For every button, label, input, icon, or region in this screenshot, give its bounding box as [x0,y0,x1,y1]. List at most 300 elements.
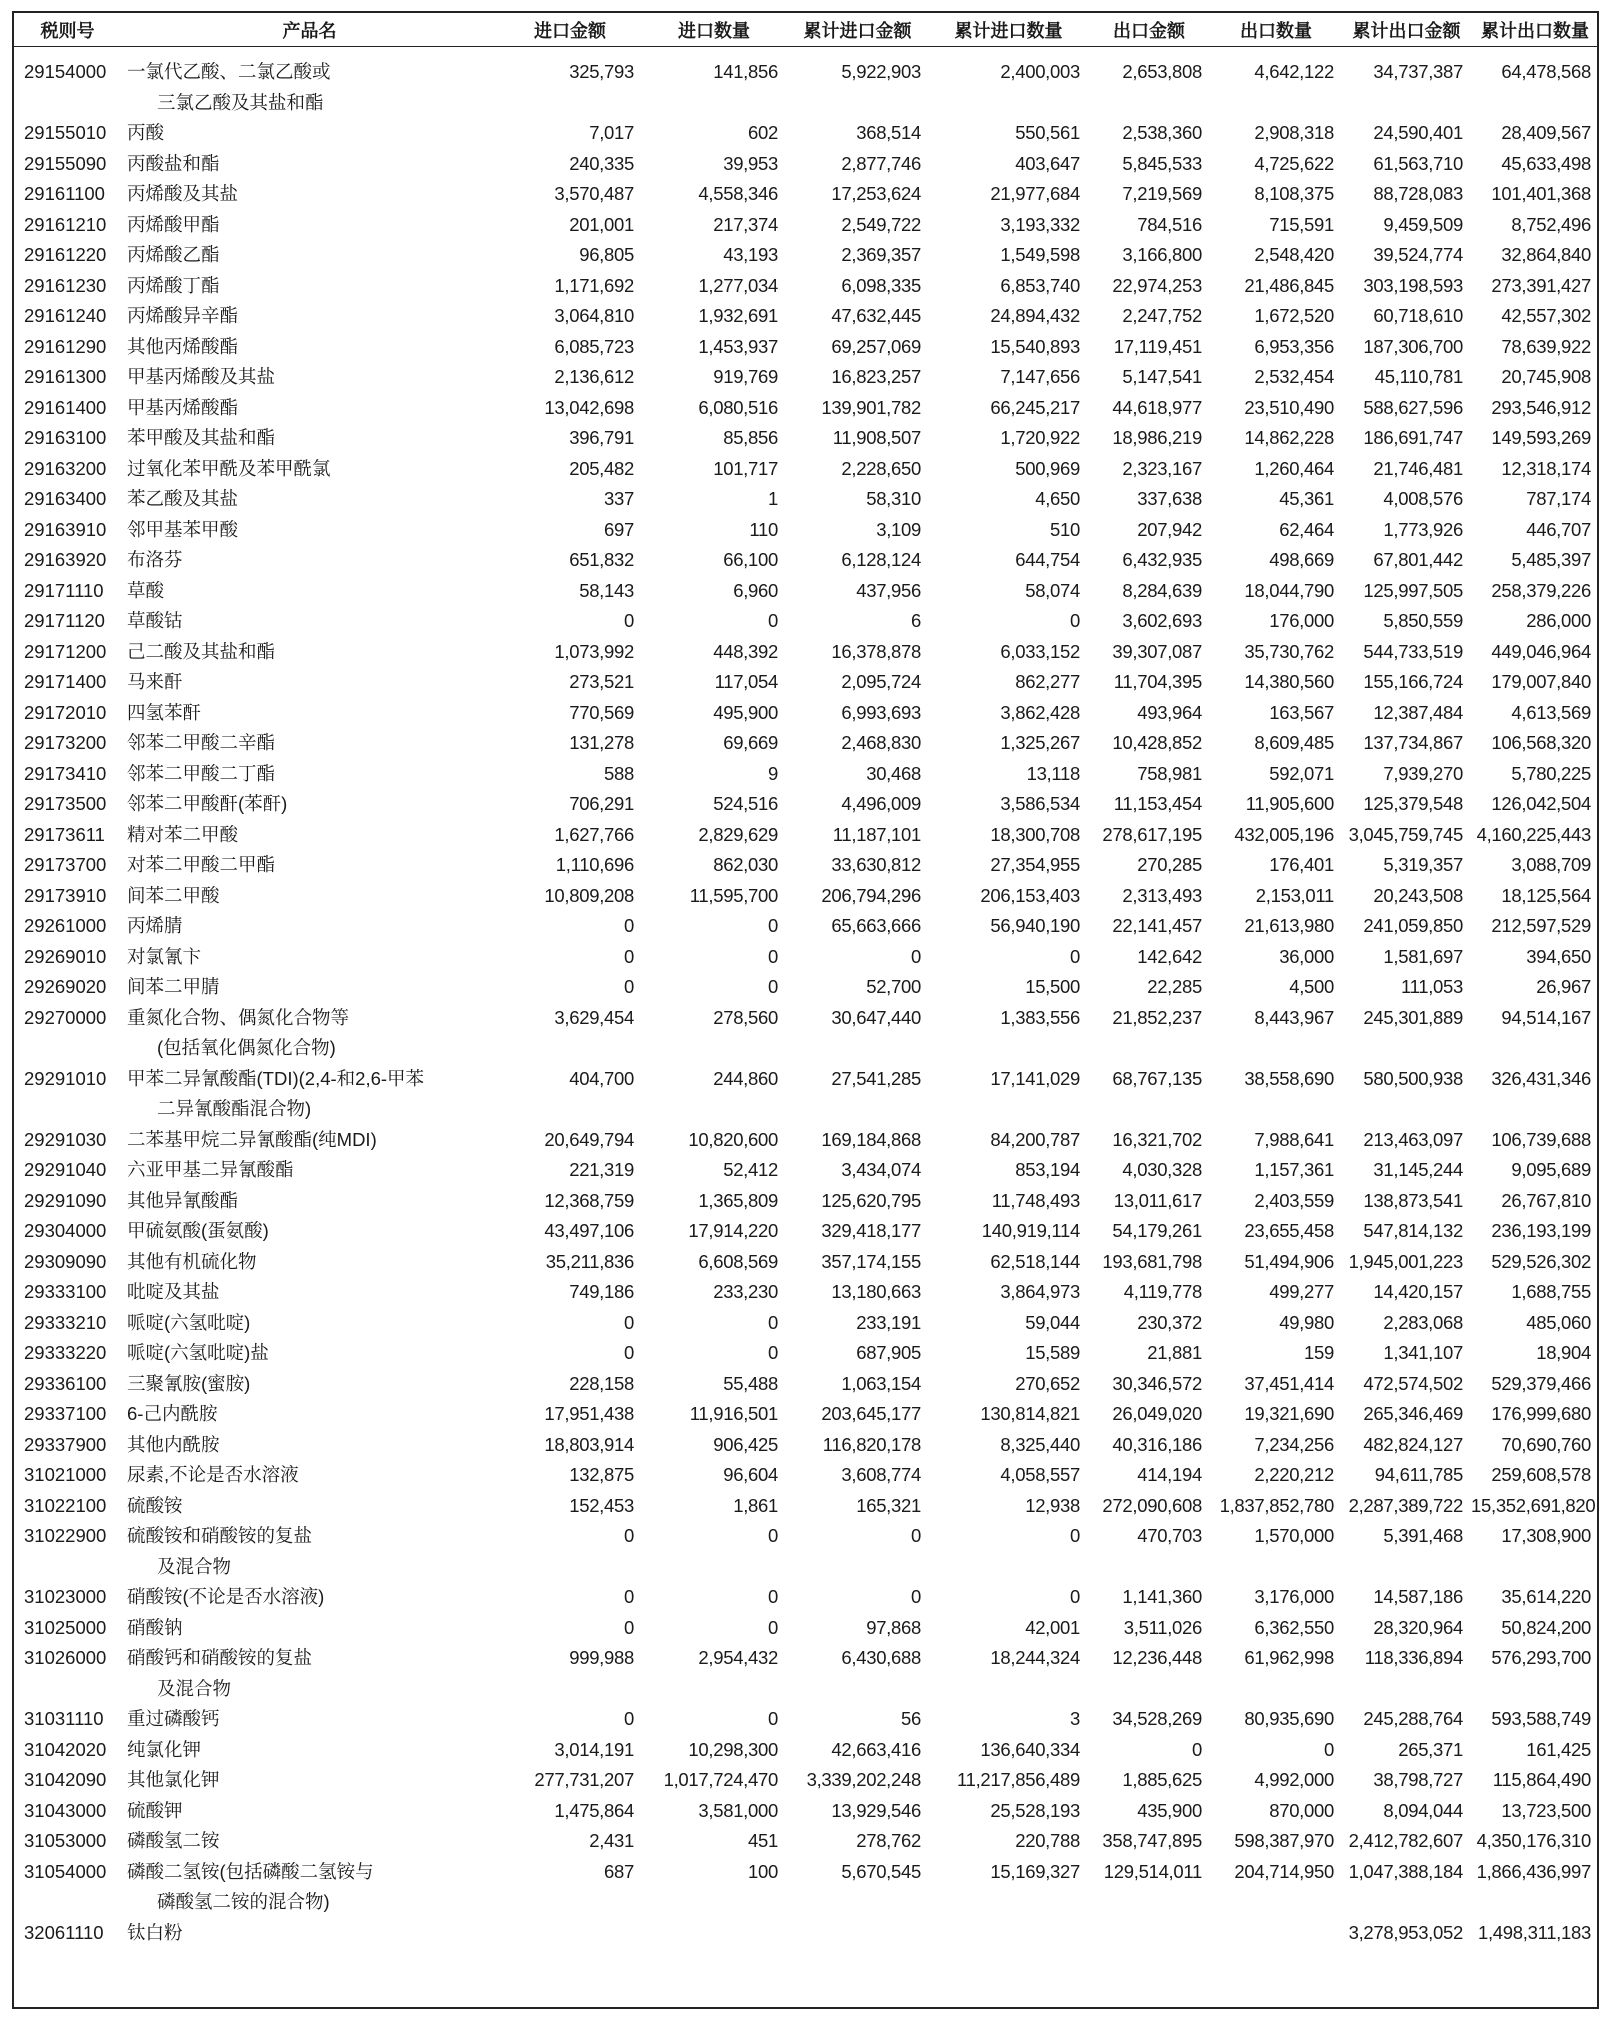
import-quantity-cell: 39,953 [723,152,778,174]
tariff-code-cell: 29291010 [24,1067,107,1089]
export-value-cell: 784,516 [1137,213,1202,235]
export-value-cell: 44,618,977 [1112,396,1202,418]
product-name-cell [121,972,498,1003]
header-cumulative-import-value: 累计进口金额 [786,13,929,47]
product-name: 哌啶(六氢吡啶)盐 [127,1342,269,1363]
cumulative-export-value-cell: 245,288,764 [1363,1708,1463,1729]
export-quantity-cell: 61,962,998 [1244,1647,1334,1668]
import-value-cell: 0 [624,610,634,631]
cumulative-export-quantity-cell: 1,498,311,183 [1477,1921,1591,1943]
export-value-cell [1088,1918,1210,1949]
cumulative-import-value-cell: 3,608,774 [841,1464,921,1485]
tariff-code-cell: 29163920 [24,549,107,570]
product-name-cell [121,1857,498,1918]
export-value-cell: 4,119,778 [1123,1281,1202,1302]
import-value-cell: 0 [624,976,634,997]
export-quantity-cell: 7,234,256 [1254,1433,1334,1455]
tariff-code-cell: 29291090 [24,1189,107,1211]
import-quantity-cell: 233,230 [713,1281,778,1302]
table-row [14,911,1599,942]
import-quantity-cell: 862,030 [713,854,778,875]
import-value-cell: 221,319 [569,1159,634,1180]
product-name-cell [121,576,498,607]
product-name-cell [121,1277,498,1308]
export-quantity-cell: 51,494,906 [1244,1250,1334,1272]
export-value-cell: 337,638 [1137,488,1202,509]
import-value-cell: 0 [624,1525,634,1546]
import-quantity-cell: 10,820,600 [688,1128,778,1150]
import-value-cell: 0 [624,1311,634,1333]
tariff-code-cell: 29161100 [24,183,105,204]
header-cumulative-export-quantity: 累计出口数量 [1471,13,1599,47]
import-quantity-cell: 52,412 [723,1159,778,1180]
tariff-code-cell: 31053000 [24,1830,107,1851]
cumulative-import-value-cell: 125,620,795 [821,1189,921,1211]
table-row [14,1613,1599,1644]
table-row [14,1338,1599,1369]
product-name: 三聚氰胺(蜜胺) [127,1372,251,1394]
table-row [14,240,1599,271]
import-quantity-cell: 141,856 [713,61,778,82]
cumulative-export-value-cell: 138,873,541 [1363,1189,1463,1211]
cumulative-import-quantity-cell: 130,814,821 [980,1403,1080,1424]
cumulative-export-value-cell: 213,463,097 [1363,1128,1463,1150]
import-value-cell: 1,627,766 [554,823,634,845]
export-quantity-cell: 80,935,690 [1244,1708,1334,1729]
product-name: 间苯二甲腈 [127,976,220,997]
export-value-cell: 34,528,269 [1112,1708,1202,1729]
export-value-cell: 10,428,852 [1112,732,1202,753]
cumulative-export-value-cell: 1,945,001,223 [1348,1250,1463,1272]
import-quantity-cell: 6,080,516 [698,396,778,418]
table-row [14,332,1599,363]
cumulative-export-quantity-cell: 593,588,749 [1491,1708,1591,1729]
tariff-code-cell: 31054000 [24,1860,107,1882]
product-name: 磷酸氢二铵 [127,1830,220,1851]
table-row [14,942,1599,973]
import-quantity-cell: 0 [768,610,778,631]
import-value-cell: 273,521 [569,671,634,692]
cumulative-import-value-cell: 30,647,440 [831,1006,921,1028]
export-quantity-cell: 870,000 [1269,1799,1334,1821]
product-name-cell [121,1643,498,1704]
product-name: 丙烯酸异辛酯 [127,305,239,326]
cumulative-export-quantity-cell: 26,967 [1536,976,1591,997]
export-quantity-cell: 6,953,356 [1254,335,1334,357]
export-quantity-cell: 23,655,458 [1244,1220,1334,1241]
export-value-cell: 12,236,448 [1112,1647,1202,1668]
table-row [14,1125,1599,1156]
table-row [14,1521,1599,1582]
import-quantity-cell: 10,298,300 [688,1738,778,1760]
table-row [14,1491,1599,1522]
export-quantity-cell: 14,862,228 [1244,427,1334,448]
export-quantity-cell: 1,570,000 [1254,1525,1334,1546]
cumulative-import-value-cell: 206,794,296 [821,884,921,906]
cumulative-import-quantity-cell: 510 [1050,518,1080,540]
cumulative-import-quantity-cell: 18,300,708 [990,823,1080,845]
import-value-cell: 0 [624,915,634,936]
table-row [14,1155,1599,1186]
product-name-cell [121,1918,498,1949]
cumulative-export-value-cell: 12,387,484 [1373,701,1463,723]
cumulative-export-quantity-cell: 106,739,688 [1491,1128,1591,1150]
product-name-cell [121,1582,498,1613]
import-value-cell: 1,475,864 [554,1799,634,1821]
import-quantity-cell: 0 [768,1525,778,1546]
export-quantity-cell: 4,992,000 [1254,1769,1334,1790]
export-value-cell: 30,346,572 [1112,1372,1202,1394]
cumulative-export-value-cell: 1,773,926 [1383,518,1463,540]
table-row [14,820,1599,851]
import-value-cell: 749,186 [569,1281,634,1302]
import-value-cell: 132,875 [569,1464,634,1485]
cumulative-import-value-cell: 2,228,650 [841,457,921,479]
export-value-cell: 17,119,451 [1113,335,1202,357]
product-name-cell [121,1338,498,1369]
cumulative-import-quantity-cell: 3,864,973 [1000,1281,1080,1302]
tariff-code-cell: 29173500 [24,793,107,814]
export-quantity-cell: 62,464 [1279,518,1334,540]
export-value-cell: 207,942 [1137,518,1202,540]
product-name-cell [121,942,498,973]
product-name: 纯氯化钾 [127,1738,202,1760]
product-name-cell [121,1704,498,1735]
cumulative-export-quantity-cell: 529,526,302 [1491,1250,1591,1272]
import-value-cell: 0 [624,1616,634,1638]
product-name: 过氧化苯甲酰及苯甲酰氯 [127,457,331,479]
product-name-cell [121,728,498,759]
cumulative-import-value-cell: 116,820,178 [822,1433,921,1455]
export-quantity-cell: 21,486,845 [1244,274,1334,296]
import-quantity-cell: 117,054 [714,671,778,692]
tariff-code-cell: 29161300 [24,366,107,387]
import-value-cell: 396,791 [569,427,634,448]
export-value-cell: 0 [1192,1738,1202,1760]
export-value-cell: 54,179,261 [1112,1220,1202,1241]
product-name-cell [121,789,498,820]
product-name-cell [121,1399,498,1430]
cumulative-export-quantity-cell: 212,597,529 [1491,915,1591,936]
import-quantity-cell: 96,604 [723,1464,778,1485]
tariff-code-cell: 31042090 [24,1769,107,1790]
tariff-code-cell: 31031110 [24,1708,104,1729]
product-name: 甲基丙烯酸及其盐 [127,366,276,387]
import-quantity-cell: 602 [748,122,778,143]
export-value-cell: 21,881 [1147,1342,1202,1363]
export-quantity-cell: 163,567 [1269,701,1334,723]
product-name: 丙烯腈 [127,915,183,936]
import-quantity-cell: 906,425 [713,1433,778,1455]
table-row [14,118,1599,149]
cumulative-import-quantity-cell: 6,853,740 [1000,274,1080,296]
import-quantity-cell: 217,374 [713,213,778,235]
product-name: 丙酸 [127,122,165,143]
import-value-cell: 770,569 [569,701,634,723]
cumulative-export-quantity-cell: 5,485,397 [1511,549,1591,570]
table-row [14,1308,1599,1339]
cumulative-export-value-cell: 2,287,389,722 [1348,1494,1463,1516]
cumulative-export-quantity-cell: 4,350,176,310 [1476,1830,1591,1851]
export-value-cell: 5,147,541 [1122,366,1202,387]
product-name-cell [121,210,498,241]
import-value-cell: 277,731,207 [534,1769,634,1790]
import-quantity-cell: 4,558,346 [698,183,778,204]
cumulative-export-value-cell: 38,798,727 [1373,1769,1463,1790]
cumulative-export-quantity-cell: 94,514,167 [1501,1006,1591,1028]
import-quantity-cell: 101,717 [713,457,778,479]
cumulative-import-quantity-cell: 6,033,152 [1000,640,1080,662]
table-row [14,1064,1599,1125]
cumulative-import-quantity-cell: 21,977,684 [990,183,1080,204]
cumulative-export-value-cell: 125,997,505 [1363,579,1463,601]
product-name: 苯甲酸及其盐和酯 [127,427,276,448]
cumulative-export-value-cell: 155,166,724 [1363,671,1463,692]
product-name-continuation: (包括氧化偶氮化合物) [157,1037,336,1058]
product-name: 6-己内酰胺 [127,1403,218,1424]
cumulative-export-quantity-cell: 9,095,689 [1511,1159,1591,1180]
cumulative-import-quantity-cell: 1,720,922 [1000,427,1080,448]
cumulative-import-quantity-cell: 59,044 [1025,1311,1080,1333]
table-row [14,301,1599,332]
product-name: 丙酸盐和酯 [127,152,220,174]
table-row [14,47,1599,119]
cumulative-import-quantity-cell: 862,277 [1015,671,1080,692]
cumulative-export-quantity-cell: 70,690,760 [1501,1433,1591,1455]
import-value-cell: 12,368,759 [544,1189,634,1211]
cumulative-import-quantity-cell: 15,169,327 [990,1860,1080,1882]
export-value-cell: 1,141,360 [1122,1586,1202,1607]
product-name-cell [121,1460,498,1491]
cumulative-import-value-cell: 16,823,257 [831,366,921,387]
import-quantity-cell: 0 [768,1342,778,1363]
product-name-cell [121,240,498,271]
import-value-cell: 58,143 [579,579,634,601]
import-quantity-cell: 0 [768,976,778,997]
tariff-code-cell: 29171200 [24,640,107,662]
cumulative-export-value-cell: 94,611,785 [1374,1464,1463,1485]
cumulative-import-quantity-cell: 25,528,193 [990,1799,1080,1821]
export-value-cell: 7,219,569 [1122,183,1202,204]
import-value-cell: 0 [624,1708,634,1729]
import-quantity-cell [642,1918,786,1949]
export-value-cell: 493,964 [1137,701,1202,723]
cumulative-export-value-cell: 4,008,576 [1383,488,1463,509]
cumulative-export-quantity-cell: 529,379,466 [1491,1372,1591,1394]
cumulative-import-value-cell: 52,700 [866,976,921,997]
import-quantity-cell: 85,856 [723,427,778,448]
export-value-cell: 2,323,167 [1122,457,1202,479]
import-quantity-cell: 110 [749,518,778,540]
product-name-cell [121,454,498,485]
cumulative-import-value-cell: 4,496,009 [841,793,921,814]
tariff-code-cell: 29173611 [24,823,105,845]
cumulative-export-quantity-cell: 576,293,700 [1491,1647,1591,1668]
table-row [14,271,1599,302]
cumulative-import-value-cell: 139,901,782 [821,396,921,418]
cumulative-export-value-cell: 8,094,044 [1383,1799,1463,1821]
import-quantity-cell: 2,829,629 [698,823,778,845]
cumulative-import-quantity-cell: 4,058,557 [1000,1464,1080,1485]
cumulative-import-value-cell: 5,670,545 [841,1860,921,1882]
cumulative-import-quantity-cell: 3,586,534 [1000,793,1080,814]
export-quantity-cell: 8,609,485 [1254,732,1334,753]
cumulative-import-value-cell: 0 [911,1586,921,1607]
product-name: 对苯二甲酸二甲酯 [127,854,276,875]
cumulative-export-value-cell: 39,524,774 [1373,244,1463,265]
cumulative-import-value-cell: 2,369,357 [841,244,921,265]
cumulative-export-value-cell: 45,110,781 [1374,366,1463,387]
cumulative-export-value-cell: 61,563,710 [1373,152,1463,174]
product-name: 邻苯二甲酸二辛酯 [127,732,276,753]
cumulative-export-quantity-cell: 446,707 [1526,518,1591,540]
import-quantity-cell: 278,560 [713,1006,778,1028]
product-name: 其他内酰胺 [127,1433,220,1455]
import-value-cell: 201,001 [569,213,634,235]
tariff-code-cell: 31025000 [24,1616,107,1638]
cumulative-import-value-cell: 17,253,624 [831,183,921,204]
cumulative-export-value-cell: 7,939,270 [1383,762,1463,784]
cumulative-export-quantity-cell: 258,379,226 [1491,579,1591,601]
export-quantity-cell: 45,361 [1279,488,1334,509]
cumulative-import-quantity-cell: 2,400,003 [1000,61,1080,82]
table-row [14,881,1599,912]
product-name: 草酸 [127,579,165,601]
cumulative-export-quantity-cell: 449,046,964 [1491,640,1591,662]
import-value-cell: 697 [604,518,634,540]
table-row [14,698,1599,729]
cumulative-export-value-cell: 2,412,782,607 [1348,1830,1463,1851]
product-name: 磷酸二氢铵(包括磷酸二氢铵与 [127,1860,374,1882]
import-value-cell: 3,064,810 [554,305,634,326]
export-value-cell: 21,852,237 [1112,1006,1202,1028]
cumulative-import-value-cell: 16,378,878 [831,640,921,662]
export-value-cell: 40,316,186 [1112,1433,1202,1455]
table-row [14,1369,1599,1400]
cumulative-export-value-cell: 482,824,127 [1363,1433,1463,1455]
cumulative-import-value-cell: 3,339,202,248 [806,1769,921,1790]
cumulative-export-value-cell: 303,198,593 [1363,274,1463,296]
cumulative-export-value-cell: 88,728,083 [1373,183,1463,204]
tariff-code-cell: 29154000 [24,61,107,82]
product-name: 对氯氰卞 [127,945,202,967]
import-value-cell: 2,431 [589,1830,634,1851]
import-value-cell: 2,136,612 [554,366,634,387]
cumulative-export-quantity-cell: 236,193,199 [1491,1220,1591,1241]
cumulative-export-quantity-cell: 12,318,174 [1501,457,1591,479]
product-name-continuation: 磷酸氢二铵的混合物) [157,1891,330,1912]
export-value-cell: 4,030,328 [1122,1159,1202,1180]
import-value-cell: 0 [624,1586,634,1607]
export-quantity-cell: 432,005,196 [1234,823,1334,845]
product-name: 丙烯酸丁酯 [127,274,220,296]
cumulative-import-quantity-cell: 550,561 [1015,122,1080,143]
product-name-cell [121,820,498,851]
table-row [14,850,1599,881]
product-name: 硝酸钙和硝酸铵的复盐 [127,1647,313,1668]
cumulative-import-quantity-cell: 206,153,403 [980,884,1080,906]
cumulative-import-value-cell: 47,632,445 [831,305,921,326]
cumulative-export-value-cell: 60,718,610 [1373,305,1463,326]
product-name-cell [121,1796,498,1827]
import-value-cell: 1,171,692 [554,274,634,296]
table-row [14,423,1599,454]
product-name: 重氮化合物、偶氮化合物等 [127,1006,350,1028]
tariff-code-cell: 29173700 [24,854,107,875]
tariff-code-cell: 29333220 [24,1342,107,1363]
cumulative-import-quantity-cell: 24,894,432 [990,305,1080,326]
product-name-cell [121,1826,498,1857]
tariff-code-cell: 29161210 [24,213,107,235]
export-value-cell: 18,986,219 [1112,427,1202,448]
product-name-cell [121,850,498,881]
cumulative-import-quantity-cell: 12,938 [1025,1494,1080,1516]
cumulative-import-value-cell: 0 [911,1525,921,1546]
cumulative-export-quantity-cell: 273,391,427 [1491,274,1591,296]
cumulative-import-quantity-cell: 1,325,267 [1000,732,1080,753]
product-name: 邻苯二甲酸酐(苯酐) [127,793,288,814]
import-value-cell: 6,085,723 [554,335,634,357]
cumulative-import-value-cell: 368,514 [856,122,921,143]
cumulative-export-value-cell: 1,581,697 [1383,945,1463,967]
cumulative-import-quantity-cell: 11,217,856,489 [956,1769,1080,1790]
cumulative-import-value-cell [786,1918,929,1949]
export-quantity-cell: 3,176,000 [1254,1586,1334,1607]
table-row [14,667,1599,698]
cumulative-export-quantity-cell: 50,824,200 [1501,1616,1591,1638]
cumulative-import-quantity-cell: 3,193,332 [1000,213,1080,235]
tariff-code-cell: 29173410 [24,762,107,784]
cumulative-import-value-cell: 6,993,693 [841,701,921,723]
cumulative-import-value-cell: 30,468 [866,762,921,784]
cumulative-import-quantity-cell: 1,383,556 [1000,1006,1080,1028]
export-quantity-cell: 592,071 [1269,762,1334,784]
cumulative-import-quantity-cell: 66,245,217 [990,396,1080,418]
cumulative-export-quantity-cell: 259,608,578 [1491,1464,1591,1485]
cumulative-export-value-cell: 3,045,759,745 [1348,823,1463,845]
product-name-cell [121,1491,498,1522]
table-row [14,1857,1599,1918]
product-name-cell [121,484,498,515]
tariff-code-cell: 31022900 [24,1525,107,1546]
product-name-cell [121,271,498,302]
product-name: 精对苯二甲酸 [127,823,239,845]
product-name-cell [121,1186,498,1217]
cumulative-export-quantity-cell: 45,633,498 [1501,152,1591,174]
import-value-cell: 3,014,191 [554,1738,634,1760]
cumulative-export-value-cell: 24,590,401 [1373,122,1463,143]
cumulative-import-quantity-cell: 58,074 [1025,579,1080,601]
export-quantity-cell: 19,321,690 [1244,1403,1334,1424]
product-name-cell [121,149,498,180]
cumulative-export-value-cell: 1,341,107 [1383,1342,1463,1363]
export-value-cell: 142,642 [1137,945,1202,967]
import-quantity-cell: 66,100 [723,549,778,570]
product-name-cell [121,1216,498,1247]
import-quantity-cell: 1,017,724,470 [663,1769,778,1790]
customs-table-page [12,11,1599,2009]
cumulative-import-quantity-cell: 7,147,656 [1000,366,1080,387]
import-quantity-cell: 0 [768,945,778,967]
cumulative-export-value-cell: 3,278,953,052 [1348,1921,1463,1943]
cumulative-export-value-cell: 67,801,442 [1373,549,1463,570]
header-row [14,13,1599,47]
import-quantity-cell: 3,581,000 [698,1799,778,1821]
product-name: 四氢苯酐 [127,701,202,723]
table-row [14,1003,1599,1064]
product-name: 其他丙烯酸酯 [127,335,239,357]
cumulative-export-value-cell: 20,243,508 [1373,884,1463,906]
